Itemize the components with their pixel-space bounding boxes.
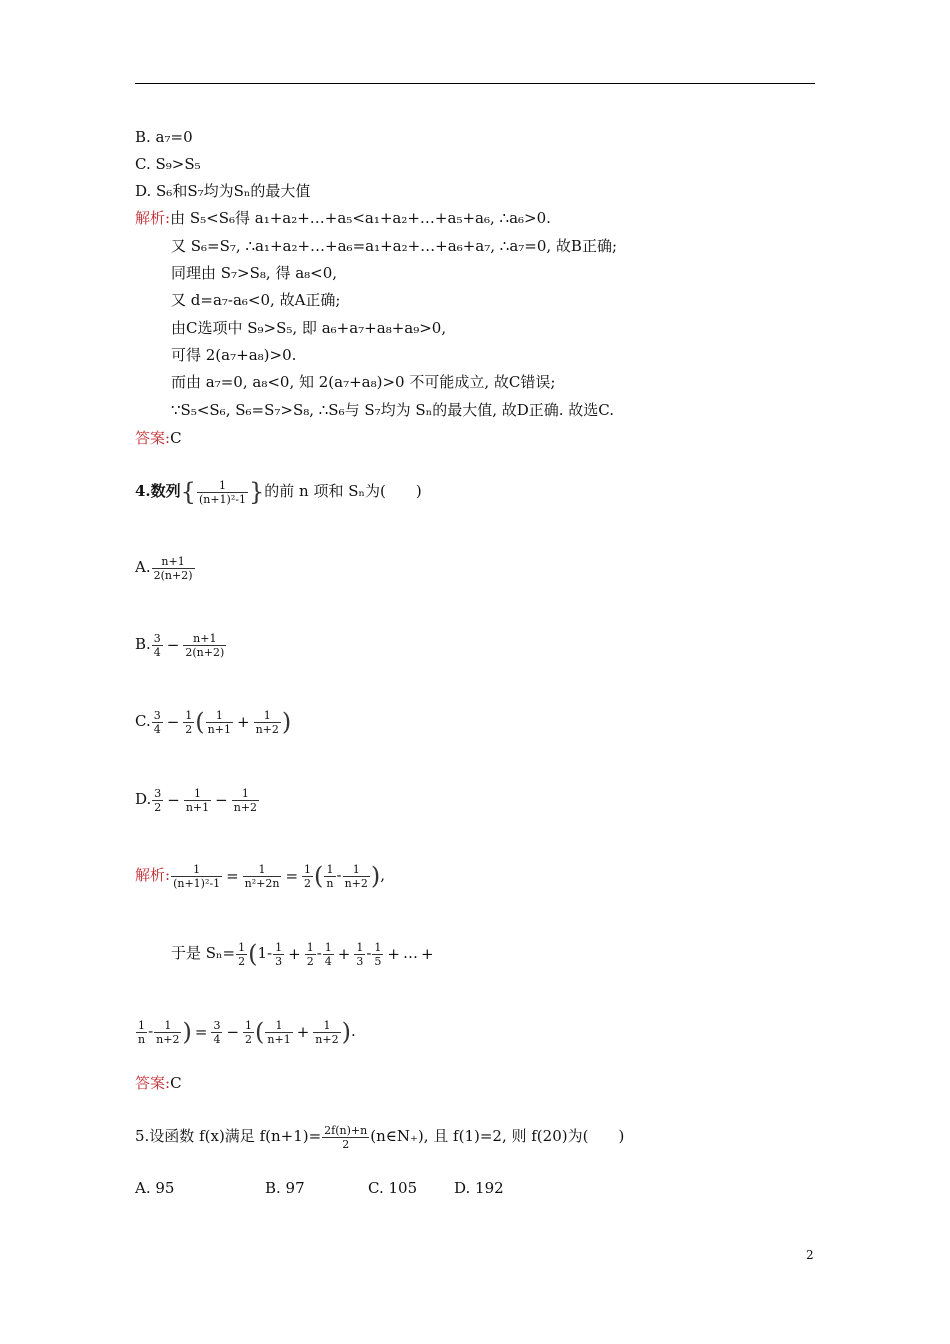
q3-jiexi-label: 解析: <box>135 209 171 227</box>
q3-solution-line-4: 又 d=a₇-a₆<0, 故A正确; <box>171 291 341 309</box>
q3-solution-text-1: 由 S₅<S₆得 a₁+a₂+…+a₅<a₁+a₂+…+a₅+a₆, ∴a₆>0. <box>170 209 551 227</box>
q3-solution-line-7: 而由 a₇=0, a₈<0, 知 2(a₇+a₈)>0 不可能成立, 故C错误; <box>171 373 556 391</box>
q5-option-c: C. 105 <box>368 1179 418 1197</box>
q4-solution-line-1: 解析: $\frac{1}{\text{(n+1)²-1}}$ = $\frac{1}{\text{n²+2n}}$ = $\frac{1}{2}$ ( $\frac{1}{n}$ - $\frac{1}{n+2}$ ), <box>135 862 386 890</box>
q3-solution-line-6: 可得 2(a₇+a₈)>0. <box>171 346 297 364</box>
q4-sequence-fraction: $\frac{1}{\text{(n+1)²-1}}$ <box>198 478 246 506</box>
q3-solution-line-3: 同理由 S₇>S₈, 得 a₈<0, <box>171 264 338 282</box>
q3-answer <box>135 428 182 448</box>
q3-solution-line-1 <box>135 208 551 228</box>
q3-solution-line-8: ∵S₅<S₆, S₆=S₇>S₈, ∴S₆与 S₇均为 Sₙ的最大值, 故D正确. 故选C. <box>171 401 614 419</box>
q4-solution-line-2: 于是 Sₙ= $\frac{1}{2}$ (1- $\frac{1}{3}$ + $\frac{1}{2}$ - $\frac{1}{4}$ + $\frac{1}{3}$ - $\frac{1}{5}$ + … + <box>171 940 434 968</box>
q3-solution-line-5: 由C选项中 S₉>S₅, 即 a₆+a₇+a₈+a₉>0, <box>171 319 447 337</box>
page-number: 2 <box>806 1248 814 1262</box>
q4-answer-value: C <box>170 1074 182 1092</box>
q4-solution-line-3: $\frac{1}{n}$ - $\frac{1}{n+2}$ ) = $\frac{3}{4}$ − $\frac{1}{2}$ ( $\frac{1}{n+1}$ + $\frac{1}{n+2}$ ). <box>138 1018 356 1046</box>
q5-stem <box>135 1116 624 1156</box>
q4-jiexi-label: 解析: <box>135 866 171 884</box>
q3-option-c: C. S₉>S₅ <box>135 155 201 173</box>
q3-answer-label: 答案: <box>135 429 171 447</box>
q4-answer-label: 答案: <box>135 1074 171 1092</box>
q4-stem-prefix: 4.数列 <box>135 482 181 500</box>
q3-option-d: D. S₆和S₇均为Sₙ的最大值 <box>135 182 311 200</box>
q3-option-b: B. a₇=0 <box>135 128 193 146</box>
q4-stem-suffix: 的前 n 项和 Sₙ为( ) <box>264 482 422 500</box>
q3-solution-line-2: 又 S₆=S₇, ∴a₁+a₂+…+a₆=a₁+a₂+…+a₆+a₇, ∴a₇=0, 故B正确; <box>171 237 617 255</box>
q4-option-a: A. $\frac{n+1}{2(n+2)}$ <box>135 554 193 582</box>
q5-stem-b: (n∈N₊), 且 f(1)=2, 则 f(20)为( ) <box>370 1127 625 1145</box>
header-rule <box>135 83 815 84</box>
q5-option-a: A. 95 <box>135 1179 175 1197</box>
q4-option-c: C. $\frac{3}{4}$ − $\frac{1}{2}$ ( $\frac{1}{n+1}$ + $\frac{1}{n+2}$ ) <box>135 708 292 736</box>
q3-answer-value: C <box>170 429 182 447</box>
q5-option-b: B. 97 <box>265 1179 305 1197</box>
q4-option-b: B. $\frac{3}{4}$ − $\frac{n+1}{2(n+2)}$ <box>135 631 225 659</box>
q4-answer <box>135 1073 182 1093</box>
q5-fraction: $\frac{2f(n)+n}{2}$ <box>324 1123 368 1151</box>
q4-stem: 4.数列{ $\frac{1}{\text{(n+1)²-1}}$ }的前 n 项和 Sₙ为( ) <box>135 478 422 506</box>
q4-option-d: D. $\frac{3}{2}$ − $\frac{1}{n+1}$ − $\frac{1}{n+2}$ <box>135 786 258 814</box>
q5-stem-a: 5.设函数 f(x)满足 f(n+1)= <box>135 1127 322 1145</box>
q5-option-d: D. 192 <box>454 1179 504 1197</box>
